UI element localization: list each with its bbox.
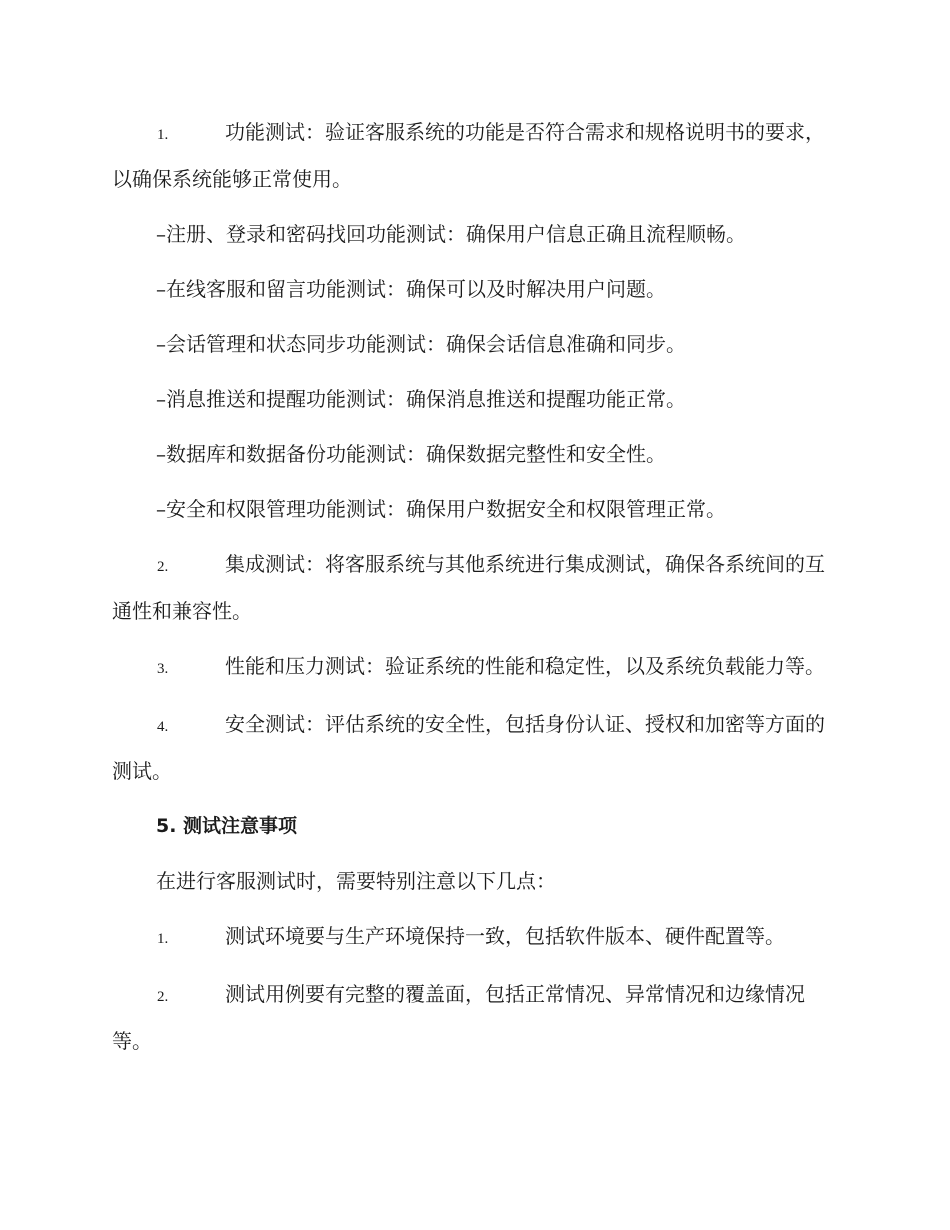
list-number: 1. — [157, 931, 169, 947]
list-number: 2. — [157, 989, 169, 1005]
list-item-text: 集成测试：将客服系统与其他系统进行集成测试，确保各系统间的互通性和兼容性。 — [112, 552, 825, 623]
sub-item: –注册、登录和密码找回功能测试：确保用户信息正确且流程顺畅。 — [156, 222, 746, 246]
list-item-text: 功能测试：验证客服系统的功能是否符合需求和规格说明书的要求，以确保系统能够正常使用。 — [112, 120, 825, 191]
list-item-text: 安全测试：评估系统的安全性，包括身份认证、授权和加密等方面的测试。 — [112, 712, 825, 783]
list-item — [112, 542, 835, 633]
section-heading: 5. 测试注意事项 — [156, 815, 298, 837]
list-item-text: 测试用例要有完整的覆盖面，包括正常情况、异常情况和边缘情况等。 — [112, 982, 805, 1053]
list-number: 4. — [157, 719, 169, 735]
list-item — [112, 972, 835, 1063]
list-number: 3. — [157, 661, 169, 677]
list-item — [112, 702, 835, 793]
list-item-text: 性能和压力测试：验证系统的性能和稳定性，以及系统负载能力等。 — [225, 654, 825, 678]
intro-paragraph: 在进行客服测试时，需要特别注意以下几点： — [156, 869, 556, 893]
list-item-text: 测试环境要与生产环境保持一致，包括软件版本、硬件配置等。 — [225, 924, 785, 948]
list-item — [112, 914, 835, 961]
sub-item: –消息推送和提醒功能测试：确保消息推送和提醒功能正常。 — [156, 387, 686, 411]
sub-item: –数据库和数据备份功能测试：确保数据完整性和安全性。 — [156, 442, 666, 466]
sub-item: –会话管理和状态同步功能测试：确保会话信息准确和同步。 — [156, 332, 686, 356]
list-number: 2. — [157, 559, 169, 575]
list-number: 1. — [157, 127, 169, 143]
sub-item: –安全和权限管理功能测试：确保用户数据安全和权限管理正常。 — [156, 497, 726, 521]
list-item — [112, 110, 835, 201]
sub-item: –在线客服和留言功能测试：确保可以及时解决用户问题。 — [156, 277, 666, 301]
list-item — [112, 644, 835, 691]
